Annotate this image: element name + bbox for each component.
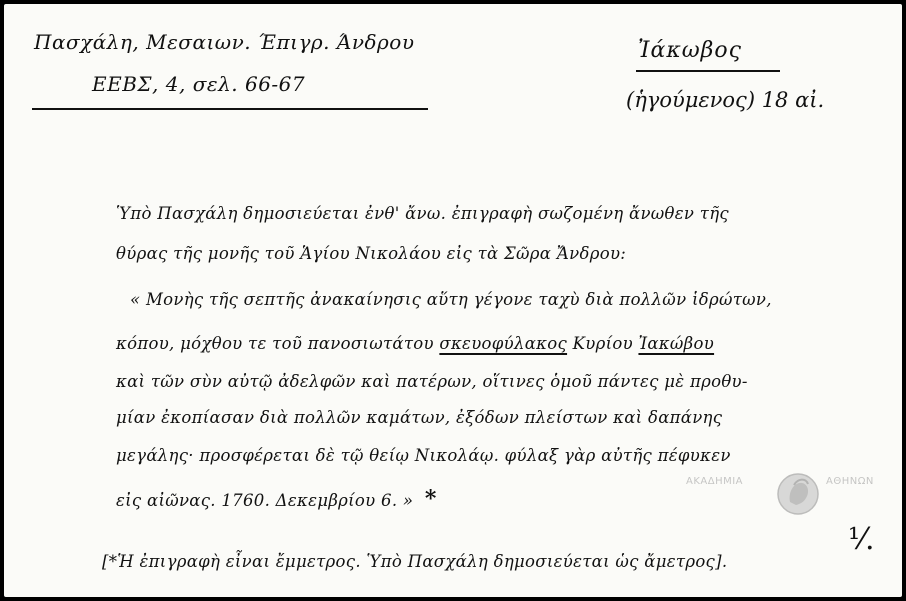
page-mark: ⅟.: [848, 522, 875, 557]
watermark-right-text: ΑΘΗΝΩΝ: [826, 476, 874, 487]
person-name-underline: [636, 70, 780, 72]
watermark-left-text: ΑΚΑΔΗΜΙΑ: [686, 476, 744, 487]
body-line-7: μεγάλης· προσφέρεται δὲ τῷ θείῳ Νικολάῳ. φύλαξ γὰρ αὐτῆς πέφυκεν: [116, 446, 731, 465]
footnote-star: *: [424, 486, 437, 512]
body-line-8-text: εἰς αἰῶνας. 1760. Δεκεμβρίου 6. »: [116, 491, 414, 510]
body-line-1: Ὑπὸ Πασχάλη δημοσιεύεται ἐνθ' ἄνω. ἐπιγραφὴ σωζομένη ἄνωθεν τῆς: [116, 204, 729, 223]
athena-seal-icon: [776, 472, 820, 516]
source-reference-line-2: ΕΕΒΣ, 4, σελ. 66-67: [92, 72, 306, 96]
body-line-8: [116, 486, 437, 512]
body-line-2: θύρας τῆς μονῆς τοῦ Ἁγίου Νικολάου εἰς τὰ Σῶρα Ἄνδρου:: [116, 244, 627, 263]
editorial-note: [*Ἡ ἐπιγραφὴ εἶναι ἔμμετρος. Ὑπὸ Πασχάλη δημοσιεύεται ὡς ἄμετρος].: [102, 552, 728, 571]
underlined-title: σκευοφύλακος: [439, 334, 568, 353]
person-name: Ἰάκωβος: [638, 38, 742, 63]
source-reference-line-1: Πασχάλη, Μεσαιων. Έπιγρ. Άνδρου: [34, 30, 415, 54]
underlined-name: Ἰακώβου: [638, 334, 715, 353]
reference-divider: [32, 108, 428, 110]
body-line-6: μίαν ἐκοπίασαν διὰ πολλῶν καμάτων, ἐξόδων πλείστων καὶ δαπάνης: [116, 408, 723, 427]
body-line-4-middle: Κυρίου: [572, 334, 633, 353]
body-line-5: καὶ τῶν σὺν αὐτῷ ἀδελφῶν καὶ πατέρων, οἵτινες ὁμοῦ πάντες μὲ προθυ-: [116, 372, 748, 391]
body-line-4-start: κόπου, μόχθου τε τοῦ πανοσιωτάτου: [116, 334, 434, 353]
academy-watermark: [686, 464, 888, 524]
body-line-4: [116, 334, 714, 353]
index-card: [4, 4, 902, 597]
body-line-3: « Μονὴς τῆς σεπτῆς ἀνακαίνησις αὕτη γέγονε ταχὺ διὰ πολλῶν ἱδρώτων,: [130, 290, 772, 309]
person-role: (ἡγούμενος) 18 αἰ.: [626, 88, 825, 112]
